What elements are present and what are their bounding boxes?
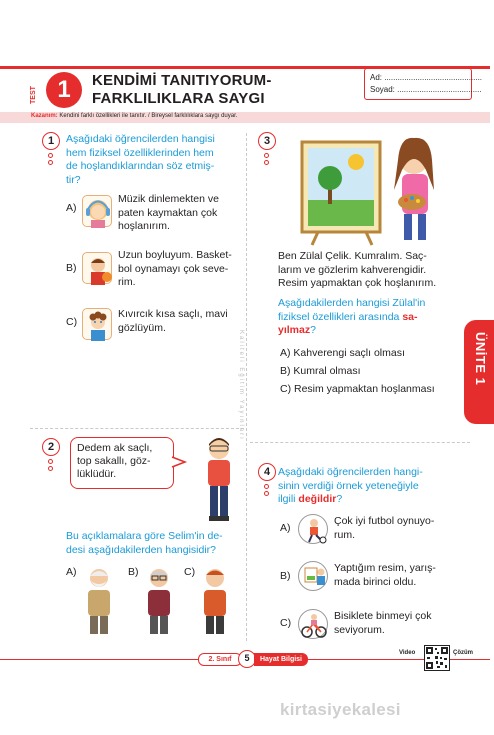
boy-basketball-avatar-icon: [82, 252, 112, 284]
footer-grade: 2. Sınıf: [198, 653, 242, 666]
girl-painting-illustration-icon: [294, 130, 454, 245]
surname-field[interactable]: Soyad: ......................................: [370, 85, 482, 94]
q1-option-c-letter[interactable]: C): [66, 316, 78, 328]
kazanim-text: Kazanım: Kendini farklı özellikleri ile tanıtır. / Bireysel farklılıklara saygı duyar.: [31, 113, 238, 119]
bicycle-child-icon: [298, 609, 328, 639]
question-2-dots: [48, 457, 54, 473]
q3-option-a[interactable]: A) Kahverengi saçlı olması: [280, 347, 405, 359]
q2-option-b-letter[interactable]: B): [128, 566, 139, 578]
grandpa-glasses-icon[interactable]: [142, 566, 176, 638]
painting-child-icon: [298, 561, 328, 591]
girl-headphones-avatar-icon: [82, 195, 112, 227]
watermark: kirtasiyekalesi: [280, 700, 401, 719]
q4-option-c-text[interactable]: Bisiklete binmeyi çok seviyorum.: [334, 610, 432, 636]
q1-option-b-text[interactable]: Uzun boyluyum. Basket- bol oynamayı çok seve- rim.: [118, 249, 232, 288]
bubble-tail: [172, 456, 186, 468]
question-3-dots: [264, 151, 270, 167]
right-row-divider: [250, 442, 470, 443]
question-1-text: Aşağıdaki öğrencilerden hangisi hem fiziksel özelliklerinden hem de hoşlandıklarından söz etmiş- tir?: [66, 133, 215, 186]
grandpa-white-beard-icon[interactable]: [82, 566, 116, 638]
football-player-icon: [298, 514, 328, 544]
q4-option-a-text[interactable]: Çok iyi futbol oynuyo- rum.: [334, 515, 435, 541]
curly-boy-avatar-icon: [82, 308, 112, 340]
q2-option-a-letter[interactable]: A): [66, 566, 77, 578]
q1-option-a-letter[interactable]: A): [66, 202, 77, 214]
question-4-dots: [264, 482, 270, 498]
question-3-number: 3: [258, 132, 276, 150]
name-field[interactable]: Ad: ............................................: [370, 73, 483, 82]
q4-option-b-text[interactable]: Yaptığım resim, yarış- mada birinci oldu.: [334, 562, 436, 588]
q2-option-c-letter[interactable]: C): [184, 566, 196, 578]
q1-option-c-text[interactable]: Kıvırcık kısa saçlı, mavi gözlüyüm.: [118, 308, 228, 334]
title-line-1: KENDİMİ TANITIYORUM-: [92, 72, 272, 89]
question-4-number: 4: [258, 463, 276, 481]
q4-option-c-letter[interactable]: C): [280, 617, 292, 629]
question-3-paragraph: Ben Zülal Çelik. Kumralım. Saç- larım ve gözlerim kahverengidir. Resim yapmaktan çok hoşlanırım.: [278, 250, 437, 289]
man-red-hair-icon[interactable]: [198, 566, 232, 638]
question-2-text: Bu açıklamalara göre Selim'in de- desi aşağıdakilerden hangisidir?: [66, 530, 223, 556]
q3-option-c[interactable]: C) Resim yapmaktan hoşlanması: [280, 383, 435, 395]
selim-boy-figure-icon: [198, 436, 240, 526]
q1-option-a-text[interactable]: Müzik dinlemekten ve paten kaymaktan çok hoşlanırım.: [118, 193, 219, 232]
qr-code-icon[interactable]: [424, 645, 450, 671]
unit-tab-label: ÜNİTE 1: [473, 332, 488, 386]
question-1-number: 1: [42, 132, 60, 150]
page-number: 5: [238, 650, 256, 668]
cozum-label: Çözüm: [453, 650, 473, 656]
question-2-number: 2: [42, 438, 60, 456]
page-title: [92, 72, 312, 108]
q3-option-b[interactable]: B) Kumral olması: [280, 365, 361, 377]
q4-option-b-letter[interactable]: B): [280, 570, 291, 582]
test-number-badge: 1: [46, 72, 82, 108]
left-row-divider: [30, 428, 244, 429]
title-line-2: FARKLILIKLARA SAYGI: [92, 90, 265, 107]
name-box[interactable]: [364, 68, 483, 100]
footer-subject: Hayat Bilgisi: [254, 653, 308, 666]
q4-option-a-letter[interactable]: A): [280, 522, 291, 534]
question-1-dots: [48, 151, 54, 167]
test-label: TEST: [30, 86, 37, 104]
question-4-text: Aşağıdaki öğrencilerden hangi- sinin verdiği örnek yeteneğiyle ilgili değildir?: [278, 466, 423, 505]
video-label: Video: [399, 650, 416, 656]
question-3-text: Aşağıdakilerden hangisi Zülal'in fiziksel özellikleri arasında sa- yılmaz?: [278, 297, 426, 336]
speech-bubble: Dedem ak saçlı, top sakallı, göz- lüklüdür.: [70, 437, 174, 489]
q1-option-b-letter[interactable]: B): [66, 262, 77, 274]
column-divider: [246, 133, 247, 641]
publisher-vertical-text: Kaliteli Eğitim Yayınları: [238, 330, 244, 441]
